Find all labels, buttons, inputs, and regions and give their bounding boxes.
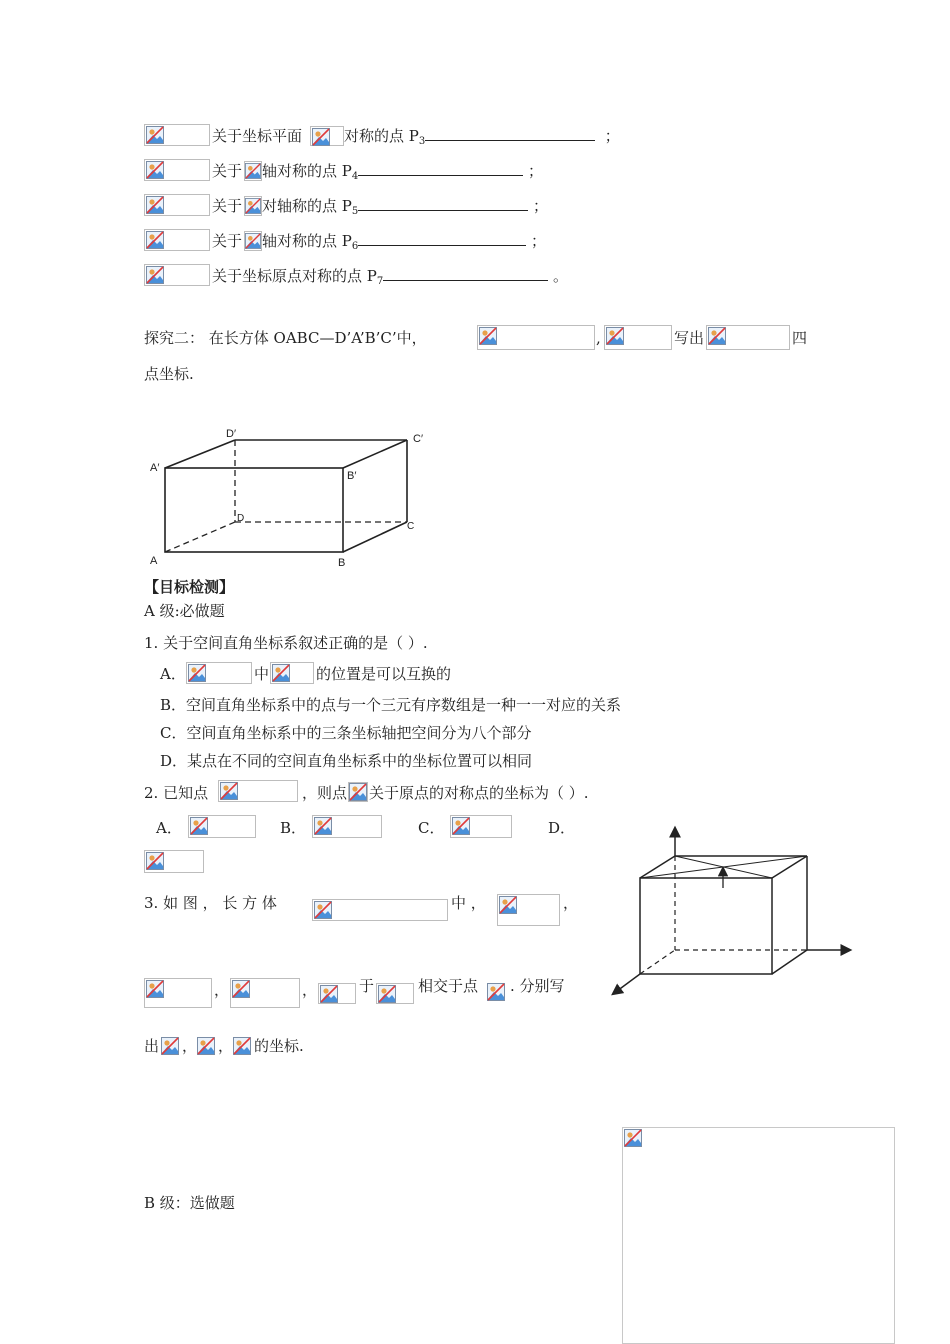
line-text: 关于坐标原点对称的点 P bbox=[212, 267, 377, 285]
vertex-label: A bbox=[150, 555, 158, 567]
broken-image-icon bbox=[190, 817, 208, 835]
four-word: 四 bbox=[792, 329, 808, 347]
formula-image bbox=[144, 229, 210, 251]
separator: ， bbox=[214, 981, 230, 999]
q1-option-d[interactable]: D．某点在不同的空间直角坐标系中的坐标位置可以相同 bbox=[160, 752, 533, 770]
q1-stem: 1. 关于空间直角坐标系叙述正确的是（ ）. bbox=[144, 634, 428, 652]
formula-image bbox=[186, 662, 252, 684]
broken-image-icon bbox=[708, 327, 726, 345]
q2-stem-a: 2. 已知点 bbox=[144, 784, 209, 802]
section-title: 【目标检测】 bbox=[144, 578, 235, 596]
x-axis bbox=[613, 974, 640, 994]
q3-stem-a: 3. 如 图 ， 长 方 体 bbox=[144, 894, 277, 912]
broken-image-icon bbox=[245, 163, 261, 179]
separator: ， bbox=[218, 1037, 234, 1055]
formula-image bbox=[270, 662, 314, 684]
broken-image-icon bbox=[314, 817, 332, 835]
formula-image bbox=[487, 983, 507, 1003]
formula-image bbox=[497, 894, 560, 926]
formula-image bbox=[161, 1037, 181, 1057]
cuboid-figure bbox=[140, 420, 440, 572]
broken-image-icon bbox=[146, 126, 164, 144]
broken-image-icon bbox=[197, 1037, 215, 1055]
broken-image-icon bbox=[312, 128, 330, 146]
broken-image-icon bbox=[479, 327, 497, 345]
vertex-label: D bbox=[237, 513, 245, 524]
line-end: 。 bbox=[553, 267, 569, 285]
answer-blank[interactable] bbox=[383, 266, 548, 281]
answer-blank[interactable] bbox=[358, 231, 526, 246]
vertex-label: C bbox=[407, 521, 415, 532]
write-word: 写出 bbox=[674, 329, 705, 347]
line-text: 轴对称的点 P bbox=[262, 162, 352, 180]
formula-image bbox=[348, 782, 368, 802]
separator: ， bbox=[302, 981, 318, 999]
q2-option-b[interactable]: B． bbox=[280, 819, 307, 837]
line-text: 关于 bbox=[212, 162, 243, 180]
broken-image-icon bbox=[146, 161, 164, 179]
formula-image bbox=[244, 196, 262, 216]
q1-option-a-label[interactable]: A． bbox=[160, 665, 186, 683]
edge bbox=[165, 440, 235, 468]
broken-image-icon bbox=[146, 980, 164, 998]
level-b-label: B 级：选做题 bbox=[144, 1194, 235, 1212]
formula-image bbox=[604, 325, 672, 350]
line-text: 关于坐标平面 bbox=[212, 127, 303, 145]
broken-image-icon bbox=[624, 1129, 642, 1147]
broken-image-icon bbox=[233, 1037, 251, 1055]
formula-image bbox=[144, 264, 210, 286]
q2-stem-b: ，则点 bbox=[302, 784, 348, 802]
formula-image bbox=[144, 850, 204, 873]
formula-image bbox=[233, 1037, 253, 1057]
q3-line3-a: 出 bbox=[144, 1037, 160, 1055]
vertex-label: C′ bbox=[413, 433, 424, 445]
line-text: 轴对称的点 P bbox=[262, 232, 352, 250]
q3-line3-end: 的坐标. bbox=[254, 1037, 304, 1055]
formula-image bbox=[144, 124, 210, 146]
front-face bbox=[165, 468, 343, 552]
subscript: 7 bbox=[376, 276, 384, 287]
broken-image-icon bbox=[272, 664, 290, 682]
figure-image-frame bbox=[622, 1127, 895, 1344]
q1-option-b[interactable]: B．空间直角坐标系中的点与一个三元有序数组是一种一一对应的关系 bbox=[160, 696, 622, 714]
answer-blank[interactable] bbox=[358, 161, 523, 176]
formula-image bbox=[706, 325, 790, 350]
level-a-label: A 级:必做题 bbox=[144, 602, 225, 620]
broken-image-icon bbox=[606, 327, 624, 345]
formula-image bbox=[318, 983, 356, 1004]
vertex-label: D′ bbox=[226, 428, 237, 440]
broken-image-icon bbox=[349, 783, 367, 801]
formula-image bbox=[188, 815, 256, 838]
broken-image-icon bbox=[452, 817, 470, 835]
broken-image-icon bbox=[146, 231, 164, 249]
broken-image-icon bbox=[146, 266, 164, 284]
formula-image bbox=[144, 194, 210, 216]
subscript: 6 bbox=[351, 241, 359, 252]
formula-image bbox=[450, 815, 512, 838]
subscript: 3 bbox=[418, 136, 426, 147]
broken-image-icon bbox=[232, 980, 250, 998]
edge bbox=[343, 440, 407, 468]
subscript: 5 bbox=[351, 206, 359, 217]
q1-option-a-suffix: 的位置是可以互换的 bbox=[316, 665, 452, 683]
formula-image bbox=[144, 978, 212, 1008]
formula-image bbox=[197, 1037, 217, 1057]
hidden-edge bbox=[165, 522, 235, 552]
broken-image-icon bbox=[320, 985, 338, 1003]
axes-cuboid-figure bbox=[605, 822, 855, 1002]
line-end: ； bbox=[604, 127, 620, 145]
q3-yu: 于 bbox=[359, 977, 375, 995]
explore-line2: 点坐标. bbox=[144, 365, 194, 383]
edge bbox=[640, 856, 675, 878]
q2-stem-c: 关于原点的对称点的坐标为（ ）. bbox=[369, 784, 589, 802]
vertex-label: B bbox=[338, 557, 346, 569]
formula-image bbox=[230, 978, 300, 1008]
q3-line2-end: . 分别写 bbox=[510, 977, 565, 995]
formula-image bbox=[218, 780, 298, 802]
line-text: 对称的点 P bbox=[344, 127, 419, 145]
line-text: 关于 bbox=[212, 232, 243, 250]
q2-option-d[interactable]: D． bbox=[548, 819, 576, 837]
line-end: ； bbox=[531, 232, 547, 250]
formula-image bbox=[477, 325, 595, 350]
line-end: ； bbox=[528, 162, 544, 180]
separator: ， bbox=[182, 1037, 198, 1055]
edge bbox=[772, 950, 807, 974]
broken-image-icon bbox=[161, 1037, 179, 1055]
formula-image bbox=[376, 983, 414, 1004]
broken-image-icon bbox=[220, 782, 238, 800]
broken-image-icon bbox=[245, 233, 261, 249]
formula-image bbox=[312, 899, 448, 921]
formula-image bbox=[244, 161, 262, 181]
broken-image-icon bbox=[188, 664, 206, 682]
formula-image bbox=[144, 159, 210, 181]
q1-option-c[interactable]: C．空间直角坐标系中的三条坐标轴把空间分为八个部分 bbox=[160, 724, 532, 742]
subscript: 4 bbox=[351, 171, 359, 182]
broken-image-icon bbox=[378, 985, 396, 1003]
broken-image-icon bbox=[146, 852, 164, 870]
answer-blank[interactable] bbox=[425, 126, 595, 141]
answer-blank[interactable] bbox=[358, 196, 528, 211]
broken-image-icon bbox=[314, 901, 332, 919]
q3-stem-c: ， bbox=[563, 894, 579, 912]
q1-option-a-mid: 中 bbox=[254, 665, 270, 683]
edge bbox=[343, 522, 407, 552]
hidden-edge bbox=[640, 950, 675, 974]
comma: , bbox=[596, 329, 601, 347]
q3-xiangjiao: 相交于点 bbox=[418, 977, 479, 995]
line-text: 关于 bbox=[212, 197, 243, 215]
formula-image bbox=[312, 815, 382, 838]
front-face bbox=[640, 878, 772, 974]
explore-prefix: 探究二： 在长方体 OABC—D’A’B’C’中， bbox=[144, 329, 427, 347]
broken-image-icon bbox=[146, 196, 164, 214]
line-end: ； bbox=[533, 197, 549, 215]
q2-option-a[interactable]: A． bbox=[156, 819, 182, 837]
q2-option-c[interactable]: C． bbox=[418, 819, 445, 837]
vertex-label: A′ bbox=[150, 462, 160, 474]
broken-image-icon bbox=[499, 896, 517, 914]
formula-image bbox=[244, 231, 262, 251]
vertex-label: B′ bbox=[347, 470, 357, 482]
formula-image bbox=[310, 126, 344, 146]
line-text: 对轴称的点 P bbox=[262, 197, 352, 215]
broken-image-icon bbox=[487, 983, 505, 1001]
broken-image-icon bbox=[245, 198, 261, 214]
edge bbox=[772, 856, 807, 878]
q3-stem-b: 中 ， bbox=[451, 894, 486, 912]
